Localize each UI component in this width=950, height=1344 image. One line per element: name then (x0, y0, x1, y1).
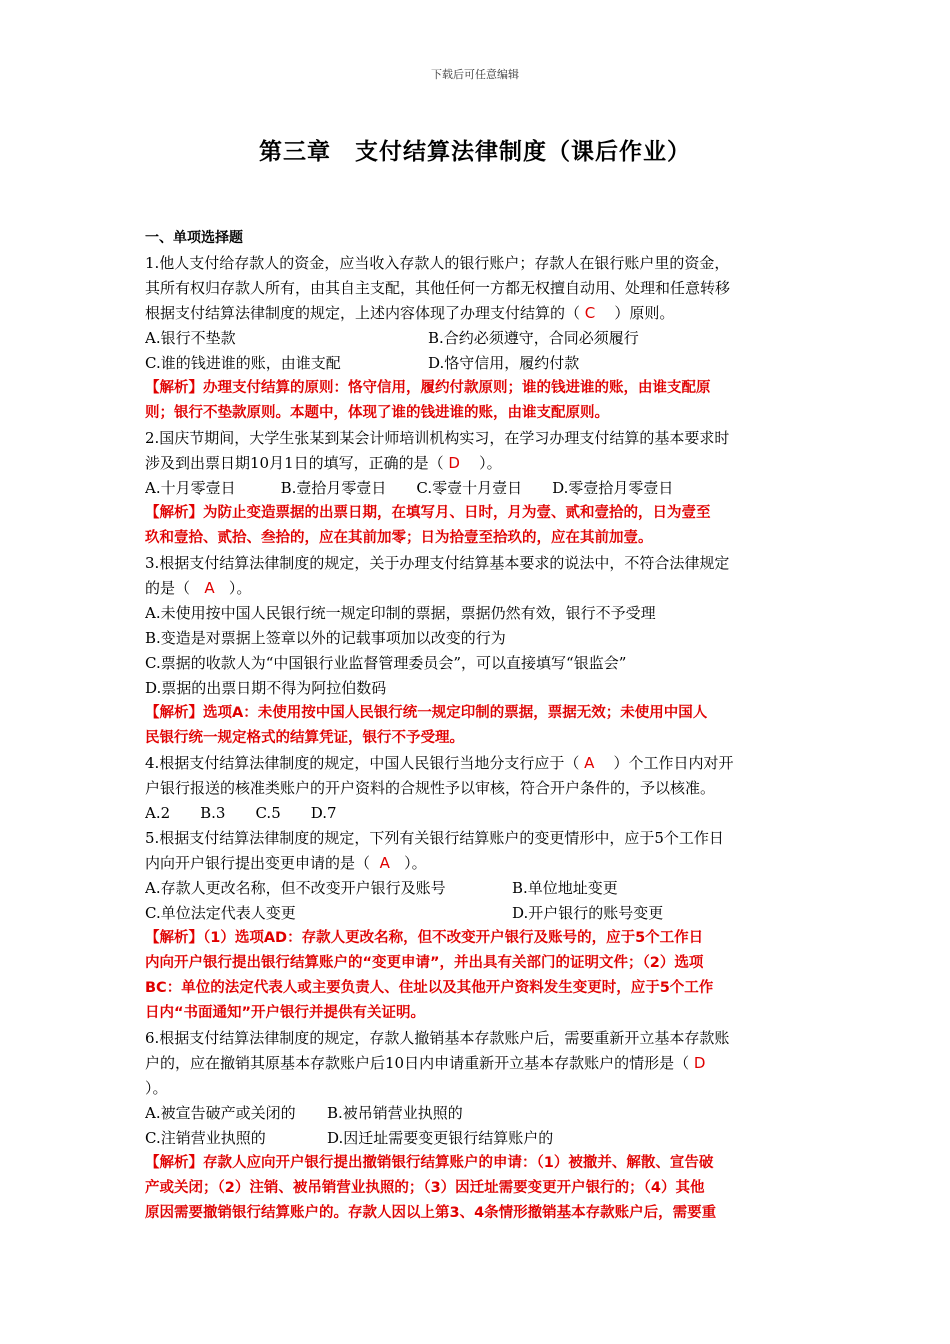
question-3-line-2 (145, 576, 810, 601)
question-6-options-ab (145, 1101, 810, 1126)
question-2-line-2 (145, 451, 810, 476)
question-2-line-1: 2.国庆节期间，大学生张某到某会计师培训机构实习，在学习办理支付结算的基本要求时 (145, 429, 730, 447)
answer-mark: A (584, 754, 595, 772)
explanation-line: 则；银行不垫款原则。本题中，体现了谁的钱进谁的账，由谁支配原则。 (145, 405, 609, 421)
option-c: C.谁的钱进谁的账，由谁支配 (145, 354, 341, 372)
option-d: D.开户银行的账号变更 (512, 904, 664, 922)
document-body (145, 226, 810, 1226)
explanation-line: 日内“书面通知”开户银行并提供有关证明。 (145, 1005, 426, 1021)
question-1-line-3 (145, 301, 810, 326)
question-4-line-2: 户银行报送的核准类账户的开户资料的合规性予以审核，符合开户条件的，予以核准。 (145, 779, 716, 797)
option-b: B.变造是对票据上签章以外的记载事项加以改变的行为 (145, 629, 506, 647)
explanation-line: 【解析】选项A：未使用按中国人民银行统一规定印制的票据，票据无效；未使用中国人 (145, 705, 708, 721)
question-1-options-cd (145, 351, 810, 376)
question-6-line-3: ）。 (145, 1079, 168, 1097)
header-note: 下载后可任意编辑 (431, 68, 519, 81)
question-4-line-1 (145, 751, 810, 776)
option-b: B.单位地址变更 (512, 879, 618, 897)
question-5-line-1: 5.根据支付结算法律制度的规定，下列有关银行结算账户的变更情形中，应于5个工作日 (145, 829, 724, 847)
question-4-options: A.2 B.3 C.5 D.7 (145, 804, 337, 822)
explanation-line: 【解析】存款人应向开户银行提出撤销银行结算账户的申请：（1）被撤并、解散、宣告破 (145, 1155, 714, 1171)
option-d: D.因迁址需要变更银行结算账户的 (327, 1129, 554, 1147)
question-1-options-ab (145, 326, 810, 351)
question-text: ）。 (479, 454, 502, 472)
question-text: 的是（ (145, 579, 191, 597)
question-6-line-1: 6.根据支付结算法律制度的规定，存款人撤销基本存款账户后，需要重新开立基本存款账 (145, 1029, 730, 1047)
question-text: 户的，应在撤销其原基本存款账户后10日内申请重新开立基本存款账户的情形是（ (145, 1054, 690, 1072)
question-2-options: A.十月零壹日 B.壹拾月零壹日 C.零壹十月壹日 D.零壹拾月零壹日 (145, 479, 674, 497)
option-a: A.被宣告破产或关闭的 (145, 1104, 296, 1122)
explanation-line: BC：单位的法定代表人或主要负责人、住址以及其他开户资料发生变更时，应于5个工作 (145, 980, 714, 996)
answer-mark: D (693, 1054, 706, 1072)
question-5-options-ab (145, 876, 810, 901)
question-text: 4.根据支付结算法律制度的规定，中国人民银行当地分支行应于（ (145, 754, 580, 772)
answer-mark: A (204, 579, 215, 597)
page-title: 第三章 支付结算法律制度（课后作业） (259, 139, 691, 165)
question-text: ）。 (404, 854, 427, 872)
option-b: B.被吊销营业执照的 (327, 1104, 463, 1122)
question-5-line-2 (145, 851, 810, 876)
question-3-line-1: 3.根据支付结算法律制度的规定，关于办理支付结算基本要求的说法中，不符合法律规定 (145, 554, 730, 572)
option-c: C.单位法定代表人变更 (145, 904, 296, 922)
explanation-line: 原因需要撤销银行结算账户的。存款人因以上第3、4条情形撤销基本存款账户后，需要重 (145, 1205, 717, 1221)
question-text: 涉及到出票日期10月1日的填写，正确的是（ (145, 454, 444, 472)
option-a: A.存款人更改名称，但不改变开户银行及账号 (145, 879, 446, 897)
question-text: 根据支付结算法律制度的规定，上述内容体现了办理支付结算的（ (145, 304, 581, 322)
section-heading: 一、单项选择题 (145, 230, 243, 246)
option-a: A.银行不垫款 (145, 329, 236, 347)
answer-mark: C (584, 304, 596, 322)
question-text: ）原则。 (614, 304, 675, 322)
option-c: C.注销营业执照的 (145, 1129, 266, 1147)
question-1-line-2: 其所有权归存款人所有，由其自主支配，其他任何一方都无权擅自动用、处理和任意转移 (145, 279, 731, 297)
option-d: D.恪守信用，履约付款 (428, 354, 580, 372)
question-text: 内向开户银行提出变更申请的是（ (145, 854, 371, 872)
question-text: ）个工作日内对开 (613, 754, 734, 772)
explanation-line: 民银行统一规定格式的结算凭证，银行不予受理。 (145, 730, 464, 746)
question-text: ）。 (228, 579, 252, 597)
answer-mark: D (448, 454, 460, 472)
question-6-options-cd (145, 1126, 810, 1151)
explanation-line: 【解析】（1）选项AD：存款人更改名称，但不改变开户银行及账号的，应于5个工作日 (145, 930, 704, 946)
option-c: C.票据的收款人为“中国银行业监督管理委员会”，可以直接填写“银监会” (145, 654, 627, 672)
explanation-line: 产或关闭；（2）注销、被吊销营业执照的；（3）因迁址需要变更开户银行的；（4）其他 (145, 1180, 705, 1196)
option-a: A.未使用按中国人民银行统一规定印制的票据，票据仍然有效，银行不予受理 (145, 604, 656, 622)
question-1-line-1: 1.他人支付给存款人的资金，应当收入存款人的银行账户；存款人在银行账户里的资金， (145, 254, 730, 272)
explanation-line: 玖和壹拾、贰拾、叁拾的，应在其前加零；日为拾壹至拾玖的，应在其前加壹。 (145, 530, 653, 546)
question-6-line-2 (145, 1051, 810, 1076)
explanation-line: 内向开户银行提出银行结算账户的“变更申请”，并出具有关部门的证明文件；（2）选项 (145, 955, 704, 971)
question-5-options-cd (145, 901, 810, 926)
option-d: D.票据的出票日期不得为阿拉伯数码 (145, 679, 387, 697)
explanation-line: 【解析】为防止变造票据的出票日期，在填写月、日时，月为壹、贰和壹拾的，日为壹至 (145, 505, 711, 521)
explanation-line: 【解析】办理支付结算的原则：恪守信用，履约付款原则；谁的钱进谁的账，由谁支配原 (145, 380, 711, 396)
option-b: B.合约必须遵守，合同必须履行 (428, 329, 639, 347)
answer-mark: A (379, 854, 390, 872)
